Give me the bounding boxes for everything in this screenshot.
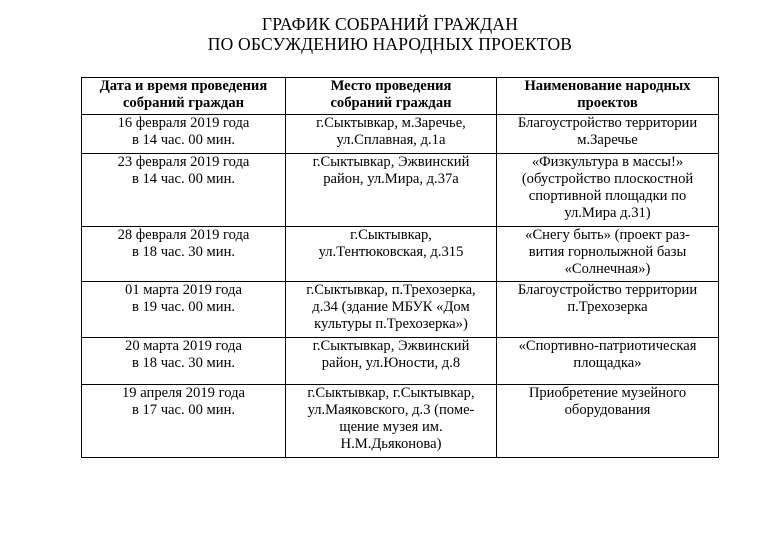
cell-datetime: 19 апреля 2019 года в 17 час. 00 мин. bbox=[82, 385, 286, 458]
cell-place: г.Сыктывкар, Эжвинский район, ул.Юности, д.8 bbox=[286, 338, 497, 385]
table-row bbox=[82, 154, 719, 227]
cell-project: «Спортивно-патриотическая площадка» bbox=[497, 338, 719, 385]
cell-place: г.Сыктывкар, ул.Тентюковская, д.315 bbox=[286, 227, 497, 282]
cell-project: Приобретение музейного оборудования bbox=[497, 385, 719, 458]
cell-datetime: 23 февраля 2019 года в 14 час. 00 мин. bbox=[82, 154, 286, 227]
header-place: Место проведения собраний граждан bbox=[286, 78, 497, 115]
cell-place: г.Сыктывкар, Эжвинский район, ул.Мира, д.37а bbox=[286, 154, 497, 227]
table-row bbox=[82, 282, 719, 338]
cell-datetime: 20 марта 2019 года в 18 час. 30 мин. bbox=[82, 338, 286, 385]
cell-datetime: 28 февраля 2019 года в 18 час. 30 мин. bbox=[82, 227, 286, 282]
table-header-row bbox=[82, 78, 719, 115]
table-row bbox=[82, 338, 719, 385]
cell-project: Благоустройство территории п.Трехозерка bbox=[497, 282, 719, 338]
document-title bbox=[0, 14, 780, 54]
title-line-1: ГРАФИК СОБРАНИЙ ГРАЖДАН bbox=[261, 14, 519, 34]
cell-project: «Физкультура в массы!» (обустройство плоскостной спортивной площадки по ул.Мира д.31) bbox=[497, 154, 719, 227]
cell-place: г.Сыктывкар, м.Заречье, ул.Сплавная, д.1а bbox=[286, 115, 497, 154]
table-row bbox=[82, 115, 719, 154]
table-row bbox=[82, 385, 719, 458]
cell-project: «Снегу быть» (проект раз- вития горнолыжной базы «Солнечная») bbox=[497, 227, 719, 282]
cell-project: Благоустройство территории м.Заречье bbox=[497, 115, 719, 154]
title-line-2: ПО ОБСУЖДЕНИЮ НАРОДНЫХ ПРОЕКТОВ bbox=[207, 34, 573, 54]
meetings-schedule-table bbox=[81, 77, 719, 458]
cell-place: г.Сыктывкар, п.Трехозерка, д.34 (здание МБУК «Дом культуры п.Трехозерка») bbox=[286, 282, 497, 338]
table-row bbox=[82, 227, 719, 282]
header-project: Наименование народных проектов bbox=[497, 78, 719, 115]
cell-datetime: 01 марта 2019 года в 19 час. 00 мин. bbox=[82, 282, 286, 338]
cell-place: г.Сыктывкар, г.Сыктывкар, ул.Маяковского, д.3 (поме- щение музея им. Н.М.Дьяконова) bbox=[286, 385, 497, 458]
header-datetime: Дата и время проведения собраний граждан bbox=[82, 78, 286, 115]
cell-datetime: 16 февраля 2019 года в 14 час. 00 мин. bbox=[82, 115, 286, 154]
